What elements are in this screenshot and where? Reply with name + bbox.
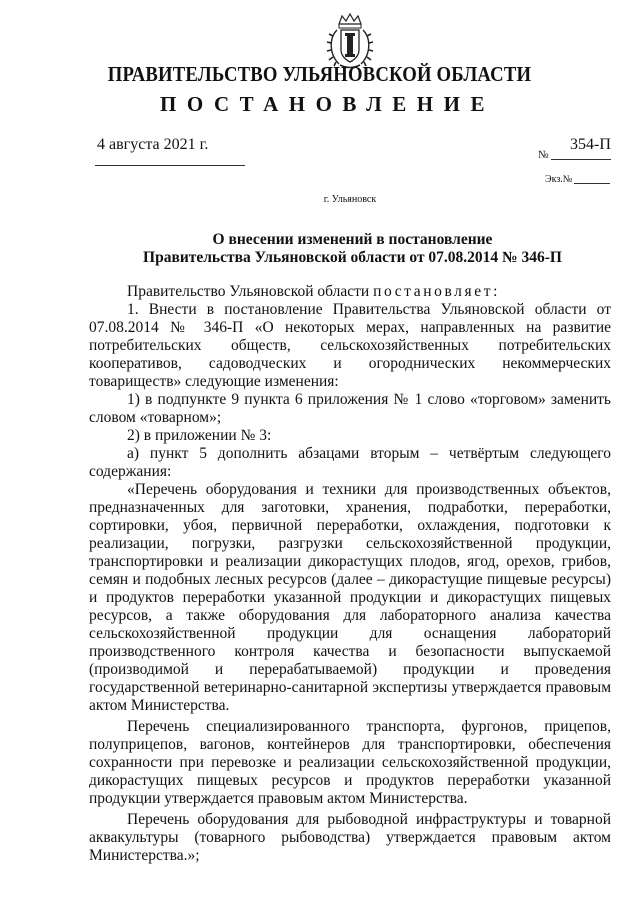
document-type-title: ПОСТАНОВЛЕНИЕ — [160, 92, 495, 116]
date-underline — [95, 165, 245, 166]
number-label: № — [538, 149, 549, 161]
number-underline — [551, 159, 611, 160]
copy-number-label: Экз.№ — [545, 174, 573, 185]
city-name: г. Ульяновск — [323, 194, 377, 205]
paragraph: Перечень оборудования для рыбоводной инфраструктуры и товарной аквакультуры (товарного рыбоводства) утверждается правовым актом Министерства.»; — [89, 811, 611, 864]
paragraph: Перечень специализированного транспорта, фургонов, прицепов, полуприцепов, вагонов, контейнеров для транспортировки, обеспечения сохранности при перевозке и реализации сельскохозяйственной продукции, дикорастущих пищевых ресурсов и продуктов переработки указанной продукции утверждается правовым актом Министерства. — [89, 718, 611, 807]
paragraph: «Перечень оборудования и техники для производственных объектов, предназначенных для заготовки, хранения, подработки, переработки, сортировки, убоя, первичной переработки, охлаждения, подготовки к реализации, погрузки, разгрузки сельскохозяйственной продукции, транспортировки и реализации дикорастущих плодов, ягод, орехов, грибов, семян и подобных лесных ресурсов (далее – дикорастущие пищевые ресурсы) и продуктов переработки указанной продукции и дикорастущих пищевых ресурсов, а также оборудования для лабораторного анализа качества сельскохозяйственной продукции для оснащения лабораторий производственного контроля качества и безопасности выпускаемой (производимой и перерабатываемой) продукции и проведения государственной ветеринарно-санитарной экспертизы утверждается правовым актом Министерства. — [89, 481, 611, 714]
paragraph: 1) в подпункте 9 пункта 6 приложения № 1 слово «торговом» заменить словом «товарном»; — [89, 391, 611, 426]
subject-line-2: Правительства Ульяновской области от 07.08.2014 № 346-П — [143, 249, 562, 266]
intro-prefix: Правительство Ульяновской области — [127, 283, 370, 300]
subject-line-1: О внесении изменений в постановление — [212, 231, 493, 248]
document-number: 354-П — [570, 136, 611, 153]
document-body — [89, 283, 611, 865]
document-subject — [0, 231, 640, 267]
paragraph: а) пункт 5 дополнить абзацами вторым – четвёртым следующего содержания: — [89, 445, 611, 480]
document-date: 4 августа 2021 г. — [97, 136, 209, 153]
intro-paragraph — [89, 283, 611, 301]
paragraph: 1. Внести в постановление Правительства Ульяновской области от 07.08.2014 № 346-П «О некоторых мерах, направленных на развитие потребительских обществ, сельскохозяйственных потребительских кооперативов, садоводческих и огороднических некоммерческих товариществ» следующие изменения: — [89, 301, 611, 390]
government-title: ПРАВИТЕЛЬСТВО УЛЬЯНОВСКОЙ ОБЛАСТИ — [107, 62, 532, 86]
intro-verb: постановляет: — [373, 283, 500, 300]
copy-number-underline — [574, 183, 610, 184]
paragraph: 2) в приложении № 3: — [127, 427, 272, 444]
